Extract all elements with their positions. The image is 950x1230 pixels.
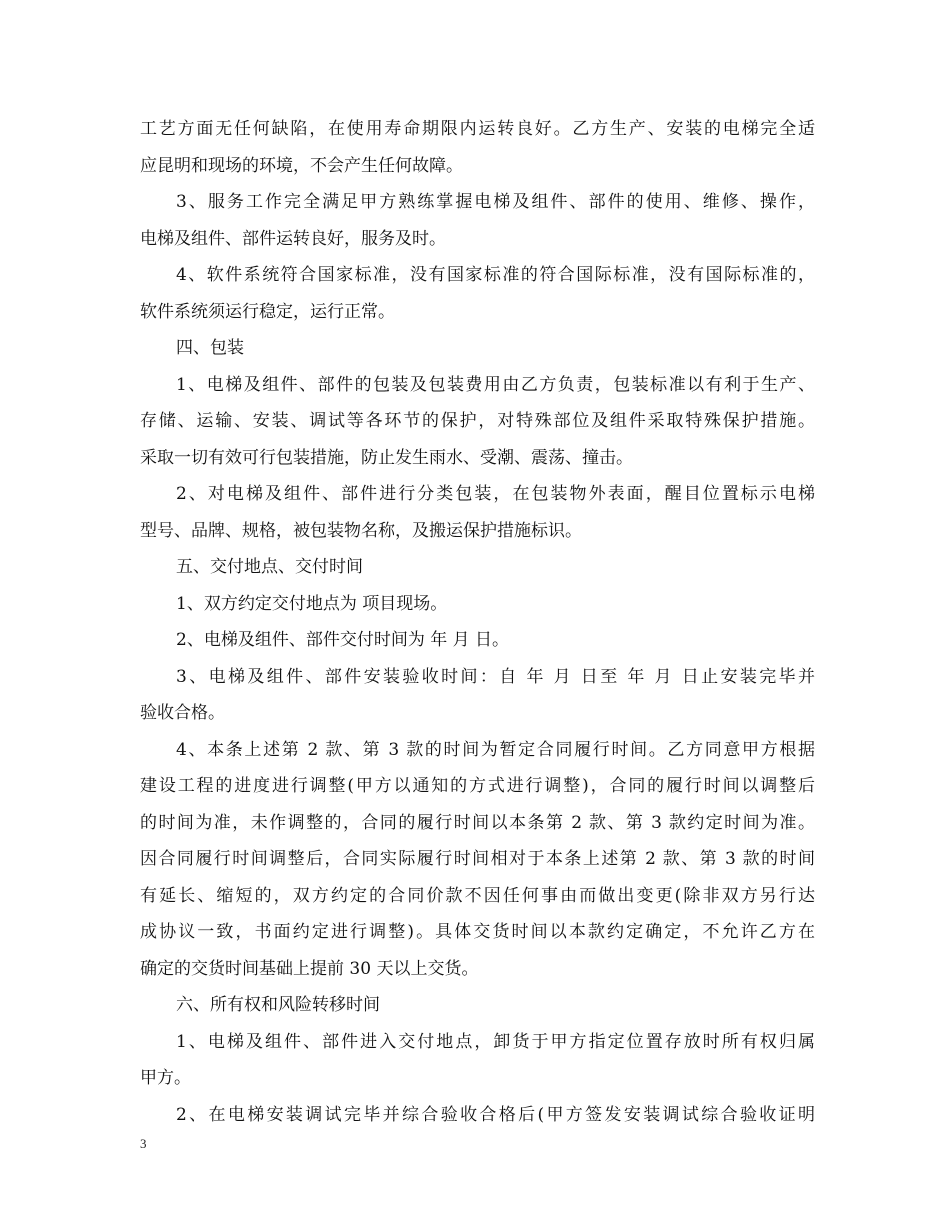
paragraph-line: 2、对电梯及组件、部件进行分类包装，在包装物外表面，醒目位置标示电梯: [176, 484, 815, 504]
paragraph-line: 3、电梯及组件、部件安装验收时间：自 年 月 日至 年 月 日止安装完毕并: [176, 666, 815, 687]
paragraph-line: 存储、运输、安装、调试等各环节的保护，对特殊部位及组件采取特殊保护措施。: [140, 411, 815, 431]
section-heading: 四、包装: [176, 338, 244, 358]
section-heading: 六、所有权和风险转移时间: [176, 995, 380, 1015]
paragraph-line: 型号、品牌、规格，被包装物名称，及搬运保护措施标识。: [140, 520, 582, 541]
page-number: 3: [140, 1136, 147, 1151]
paragraph-line: 甲方。: [140, 1068, 191, 1088]
paragraph-line: 因合同履行时间调整后，合同实际履行时间相对于本条上述第 2 款、第 3 款的时间: [140, 849, 815, 869]
section-heading: 五、交付地点、交付时间: [176, 557, 363, 577]
paragraph-line: 确定的交货时间基础上提前 30 天以上交货。: [140, 958, 479, 979]
paragraph-line: 电梯及组件、部件运转良好，服务及时。: [140, 228, 446, 249]
paragraph-line: 1、双方约定交付地点为 项目现场。: [176, 593, 448, 614]
paragraph-line: 建设工程的进度进行调整(甲方以通知的方式进行调整)，合同的履行时间以调整后: [140, 776, 815, 796]
paragraph-line: 1、电梯及组件、部件进入交付地点，卸货于甲方指定位置存放时所有权归属: [176, 1031, 815, 1052]
document-body: [140, 111, 815, 1133]
paragraph-line: 2、电梯及组件、部件交付时间为 年 月 日。: [176, 630, 510, 650]
paragraph-line: 成协议一致，书面约定进行调整)。具体交货时间以本款约定确定，不允许乙方在: [140, 922, 815, 942]
paragraph-line: 应昆明和现场的环境，不会产生任何故障。: [140, 155, 463, 176]
paragraph-line: 采取一切有效可行包装措施，防止发生雨水、受潮、震荡、撞击。: [140, 447, 633, 468]
paragraph-line: 验收合格。: [140, 703, 225, 723]
paragraph-line: 2、在电梯安装调试完毕并综合验收合格后(甲方签发安装调试综合验收证明: [176, 1104, 815, 1125]
paragraph-line: 4、本条上述第 2 款、第 3 款的时间为暂定合同履行时间。乙方同意甲方根据: [176, 739, 815, 760]
paragraph-line: 的时间为准，未作调整的，合同的履行时间以本条第 2 款、第 3 款约定时间为准。: [140, 812, 815, 833]
paragraph-line: 工艺方面无任何缺陷，在使用寿命期限内运转良好。乙方生产、安装的电梯完全适: [140, 119, 815, 139]
paragraph-line: 1、电梯及组件、部件的包装及包装费用由乙方负责，包装标准以有利于生产、: [176, 374, 815, 395]
paragraph-line: 有延长、缩短的，双方约定的合同价款不因任何事由而做出变更(除非双方另行达: [140, 885, 815, 906]
paragraph-line: 软件系统须运行稳定，运行正常。: [140, 301, 395, 322]
paragraph-line: 3、服务工作完全满足甲方熟练掌握电梯及组件、部件的使用、维修、操作，: [176, 192, 815, 212]
paragraph-line: 4、软件系统符合国家标准，没有国家标准的符合国际标准，没有国际标准的，: [176, 265, 815, 285]
